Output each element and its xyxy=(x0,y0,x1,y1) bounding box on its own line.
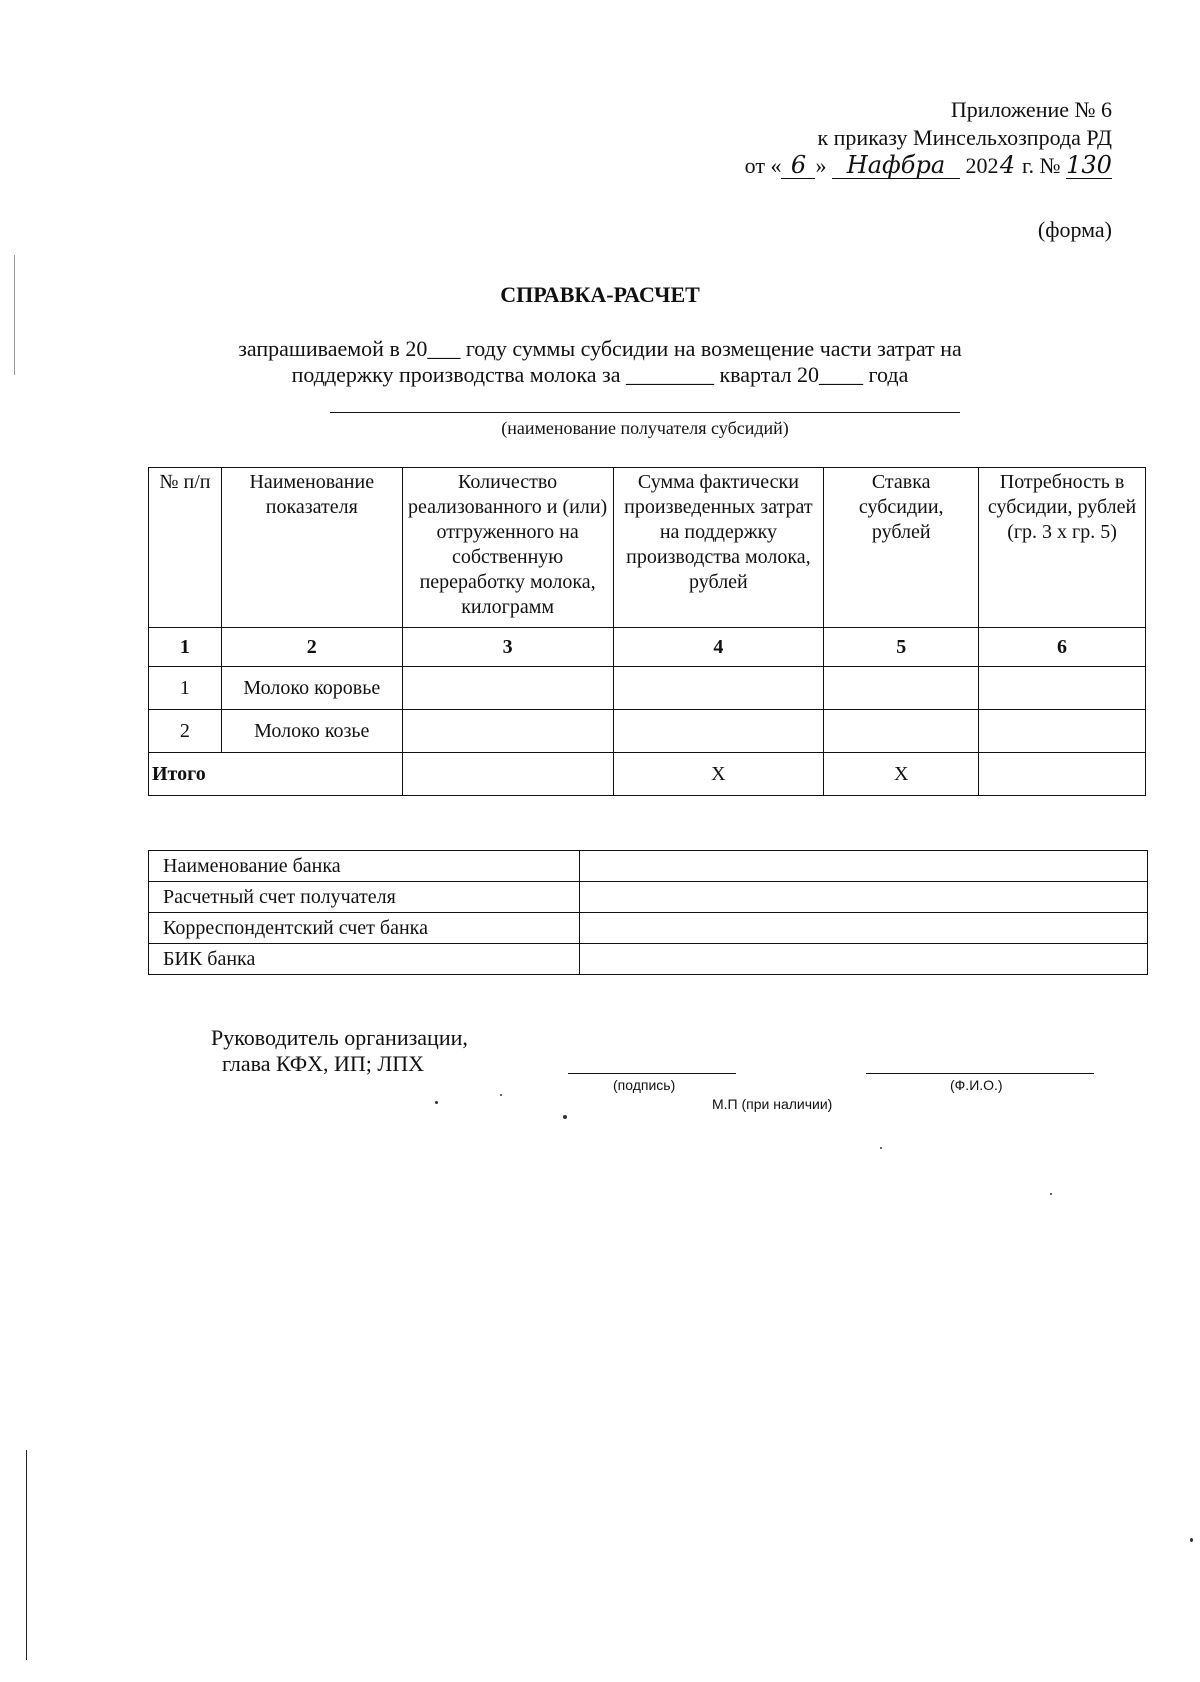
row-number: 1 xyxy=(149,667,222,710)
date-year-digit: 4 xyxy=(999,151,1016,179)
column-number: 4 xyxy=(613,628,824,667)
column-number: 5 xyxy=(824,628,979,667)
header-cell: Сумма фактически произведенных затрат на поддержку производства молока, рублей xyxy=(613,468,824,628)
header-cell: Наименование показателя xyxy=(221,468,402,628)
bank-name-value[interactable] xyxy=(580,851,1148,882)
table-row xyxy=(149,944,1148,975)
order-number: 130 xyxy=(1066,151,1112,179)
date-month: Нафбра xyxy=(832,152,960,179)
signature-caption: (подпись) xyxy=(613,1077,676,1093)
document-title: СПРАВКА-РАСЧЕТ xyxy=(500,282,700,307)
need-cell[interactable] xyxy=(979,667,1146,710)
total-rate-cell: Х xyxy=(824,753,979,796)
header-cell: Количество реализованного и (или) отгруженного на собственную переработку молока, килограмм xyxy=(402,468,613,628)
bik-value[interactable] xyxy=(580,944,1148,975)
total-quantity-cell[interactable] xyxy=(402,753,613,796)
bank-name-label: Наименование банка xyxy=(149,851,580,882)
order-label: к приказу Минсельхозпрода РД xyxy=(817,125,1112,150)
correspondent-account-value[interactable] xyxy=(580,913,1148,944)
full-name-caption: (Ф.И.О.) xyxy=(950,1077,1003,1093)
table-row xyxy=(149,882,1148,913)
need-cell[interactable] xyxy=(979,710,1146,753)
settlement-account-label: Расчетный счет получателя xyxy=(149,882,580,913)
subsidy-calculation-table xyxy=(148,467,1146,796)
scan-speck xyxy=(435,1101,438,1104)
quantity-cell[interactable] xyxy=(402,710,613,753)
column-number: 6 xyxy=(979,628,1146,667)
correspondent-account-label: Корреспондентский счет банка xyxy=(149,913,580,944)
recipient-name-line xyxy=(330,412,960,413)
column-number: 2 xyxy=(221,628,402,667)
scan-speck xyxy=(563,1115,567,1119)
date-day: 6 xyxy=(781,152,815,179)
scan-speck xyxy=(1190,1538,1193,1542)
total-costs-cell: Х xyxy=(613,753,824,796)
bank-details-table xyxy=(148,850,1148,975)
scan-speck xyxy=(1050,1193,1052,1195)
form-label: (форма) xyxy=(1037,217,1112,242)
rate-cell[interactable] xyxy=(824,667,979,710)
settlement-account-value[interactable] xyxy=(580,882,1148,913)
total-need-cell[interactable] xyxy=(979,753,1146,796)
column-number: 3 xyxy=(402,628,613,667)
subtitle-line-2: поддержку производства молока за ________ квартал 20____ года xyxy=(291,362,909,387)
quantity-cell[interactable] xyxy=(402,667,613,710)
bik-label: БИК банка xyxy=(149,944,580,975)
table-header-row xyxy=(149,468,1146,628)
date-separator: » xyxy=(815,153,827,178)
date-year-prefix: 202 xyxy=(965,153,999,178)
head-of-organization-label: Руководитель организации, xyxy=(211,1025,468,1050)
row-name: Молоко коровье xyxy=(221,667,402,710)
header-cell: Ставка субсидии, рублей xyxy=(824,468,979,628)
costs-cell[interactable] xyxy=(613,667,824,710)
subtitle-line-1: запрашиваемой в 20___ году суммы субсидии на возмещение части затрат на xyxy=(238,336,962,361)
column-number: 1 xyxy=(149,628,222,667)
scan-speck xyxy=(880,1147,882,1149)
header-cell: № п/п xyxy=(149,468,222,628)
row-number: 2 xyxy=(149,710,222,753)
kfh-ip-lph-label: глава КФХ, ИП; ЛПХ xyxy=(222,1051,425,1076)
appendix-label: Приложение № 6 xyxy=(950,97,1112,122)
header-cell: Потребность в субсидии, рублей (гр. 3 х гр. 5) xyxy=(979,468,1146,628)
table-row xyxy=(149,851,1148,882)
row-name: Молоко козье xyxy=(221,710,402,753)
date-suffix: г. № xyxy=(1021,153,1061,178)
date-prefix: от « xyxy=(744,153,782,178)
total-label: Итого xyxy=(149,753,403,796)
full-name-line xyxy=(866,1073,1094,1074)
table-row xyxy=(149,667,1146,710)
table-row xyxy=(149,710,1146,753)
scan-margin-line xyxy=(26,1450,27,1660)
scan-speck xyxy=(500,1094,502,1096)
rate-cell[interactable] xyxy=(824,710,979,753)
signature-line xyxy=(568,1073,736,1074)
recipient-caption: (наименование получателя субсидий) xyxy=(501,418,789,438)
total-row xyxy=(149,753,1146,796)
column-number-row xyxy=(149,628,1146,667)
order-date-line xyxy=(745,152,1112,180)
table-row xyxy=(149,913,1148,944)
costs-cell[interactable] xyxy=(613,710,824,753)
stamp-caption: М.П (при наличии) xyxy=(712,1096,833,1112)
